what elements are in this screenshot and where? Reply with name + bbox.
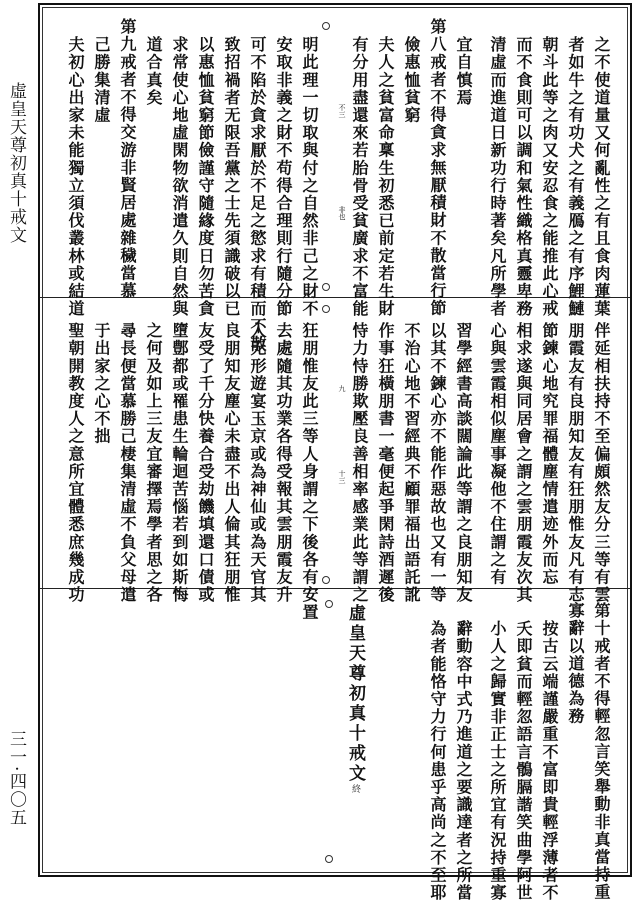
text-column: 辭動容中式乃進道之要識達者之所當 bbox=[454, 620, 473, 902]
text-column: 狂朋惟友此三等人身謂之下後各有安置 bbox=[300, 322, 319, 622]
text-column: 于出家之心不拙 bbox=[92, 322, 111, 446]
small-annotation: 九 bbox=[338, 385, 346, 392]
small-annotation: 不三 bbox=[338, 104, 346, 118]
text-column: 第八戒者不得貪求無厭積財不散當行節 bbox=[428, 18, 447, 318]
circle-mark bbox=[325, 855, 333, 863]
text-column: 夫初心出家未能獨立須伐叢林或結道 bbox=[66, 36, 85, 318]
text-column: 不治心地不習經典不顧罪福出語託訛 bbox=[402, 322, 421, 604]
text-column: 小人之歸實非正士之所宜有況持重寡 bbox=[488, 620, 507, 902]
page-number-margin: 三一·四〇五 bbox=[6, 730, 26, 827]
text-column: 致招禍者无限吾黨之士先須識破以已 bbox=[222, 36, 241, 318]
small-annotation: 十三 bbox=[338, 470, 346, 484]
text-column: 寡辭以道德為務 bbox=[566, 602, 585, 726]
text-column: 夭即貧而輕忽語言鶻膈諧笑曲學阿世 bbox=[514, 620, 533, 902]
text-column: 而不食則可以調和氣性織格真靈卑務 bbox=[514, 36, 533, 318]
text-column: 習學經書高談闊論此等謂之良朋知友 bbox=[454, 322, 473, 604]
text-column: 朋霞友有良朋知友有狂朋惟友凡有志 bbox=[566, 322, 585, 604]
text-column: 安取非義之財不苟得合理則行隨分節 bbox=[274, 36, 293, 318]
text-column: 儉惠恤貧窮 bbox=[402, 36, 421, 124]
text-column: 者如牛之有功犬之有義鴈之有序鯉鰱 bbox=[566, 36, 585, 318]
text-column: 聖朝開教度人之意所宜體悉庶幾成功 bbox=[66, 322, 85, 604]
circle-mark bbox=[322, 283, 330, 291]
text-column: 以其不鍊心亦不能作惡故也又有一等 bbox=[428, 322, 447, 604]
text-column: 良朋知友塵心未盡不出人倫其狂朋惟 bbox=[222, 322, 241, 604]
circle-mark bbox=[322, 305, 330, 313]
text-column: 朝斗此等之肉又安忍食之能推此心戒 bbox=[540, 36, 559, 318]
circle-mark bbox=[322, 576, 330, 584]
text-column: 為者能恪守力行何患乎高尚之不至耶 bbox=[428, 620, 447, 902]
text-column: 心與雲霞相似塵事凝他不住謂之有 bbox=[488, 322, 507, 586]
text-column: 入无形遊宴玉京或為神仙或為天官其 bbox=[248, 322, 267, 604]
text-column: 按古云端謹嚴重不富即貴輕浮薄者不 bbox=[540, 620, 559, 902]
text-column: 明此理一切取與付之自然非己之財不 bbox=[300, 36, 319, 318]
text-column: 之何及如上三友宜審擇焉學者思之各 bbox=[144, 322, 163, 604]
text-column: 友受了千分快養合受劫饑填還口債或 bbox=[196, 322, 215, 604]
text-column: 以惠恤貧窮節儉謹守隨緣度日勿苦貪 bbox=[196, 36, 215, 318]
book-title-margin: 虛皇天尊初真十戒文 bbox=[6, 82, 26, 244]
text-column: 第十戒者不得輕忽言笑舉動非真當持重 bbox=[592, 602, 611, 902]
text-column: 夫人之貧富命稟生初悉已前定若生財 bbox=[376, 36, 395, 318]
small-annotation: 非也 bbox=[338, 206, 346, 220]
end-title-text: 虛皇天尊初真十戒文 bbox=[345, 604, 365, 784]
text-column: 恃力恃勝欺壓良善相率感業此等謂之 bbox=[350, 322, 369, 604]
end-mark: 終 bbox=[350, 784, 360, 793]
text-column: 可不陷於貪求厭於不足之慾求有積而不散 bbox=[248, 36, 267, 353]
text-column: 第九戒者不得交游非賢居處雜穢當慕 bbox=[118, 18, 137, 300]
text-column: 有分用盡還來若胎骨受貧廣求不富能 bbox=[350, 36, 369, 318]
text-column: 伴延相扶持不至偏頗然友分三等有雲 bbox=[592, 322, 611, 604]
text-column: 清虛而進道日新功行時著矣凡所學者 bbox=[488, 36, 507, 318]
text-column: 墮鄷都或罹患生輪迴苦惱若到如斯悔 bbox=[170, 322, 189, 604]
text-column: 宜自慎焉 bbox=[454, 36, 473, 107]
circle-mark bbox=[325, 600, 333, 608]
text-column: 求常使心地虛閑物欲消遣久則自然與 bbox=[170, 36, 189, 318]
text-column: 之不使道量又何亂性之有且食肉蓮葉 bbox=[592, 36, 611, 318]
text-column: 作事狂橫朋書一毫便起爭閑詩酒遲後 bbox=[376, 322, 395, 604]
text-column: 去處隨其功業各得受報其雲朋霞友升 bbox=[274, 322, 293, 604]
text-column: 節鍊心地究罪福體塵情遣迹外而忘 bbox=[540, 322, 559, 586]
text-column: 尋長便當慕勝己棲集清虛不負父母遣 bbox=[118, 322, 137, 604]
end-title bbox=[343, 604, 368, 793]
circle-mark bbox=[322, 22, 330, 30]
text-column: 道合真矣 bbox=[144, 36, 163, 107]
text-column: 己勝集清虛 bbox=[92, 36, 111, 124]
text-column: 相求遂與同居會之謂之雲朋霞友次其 bbox=[514, 322, 533, 604]
